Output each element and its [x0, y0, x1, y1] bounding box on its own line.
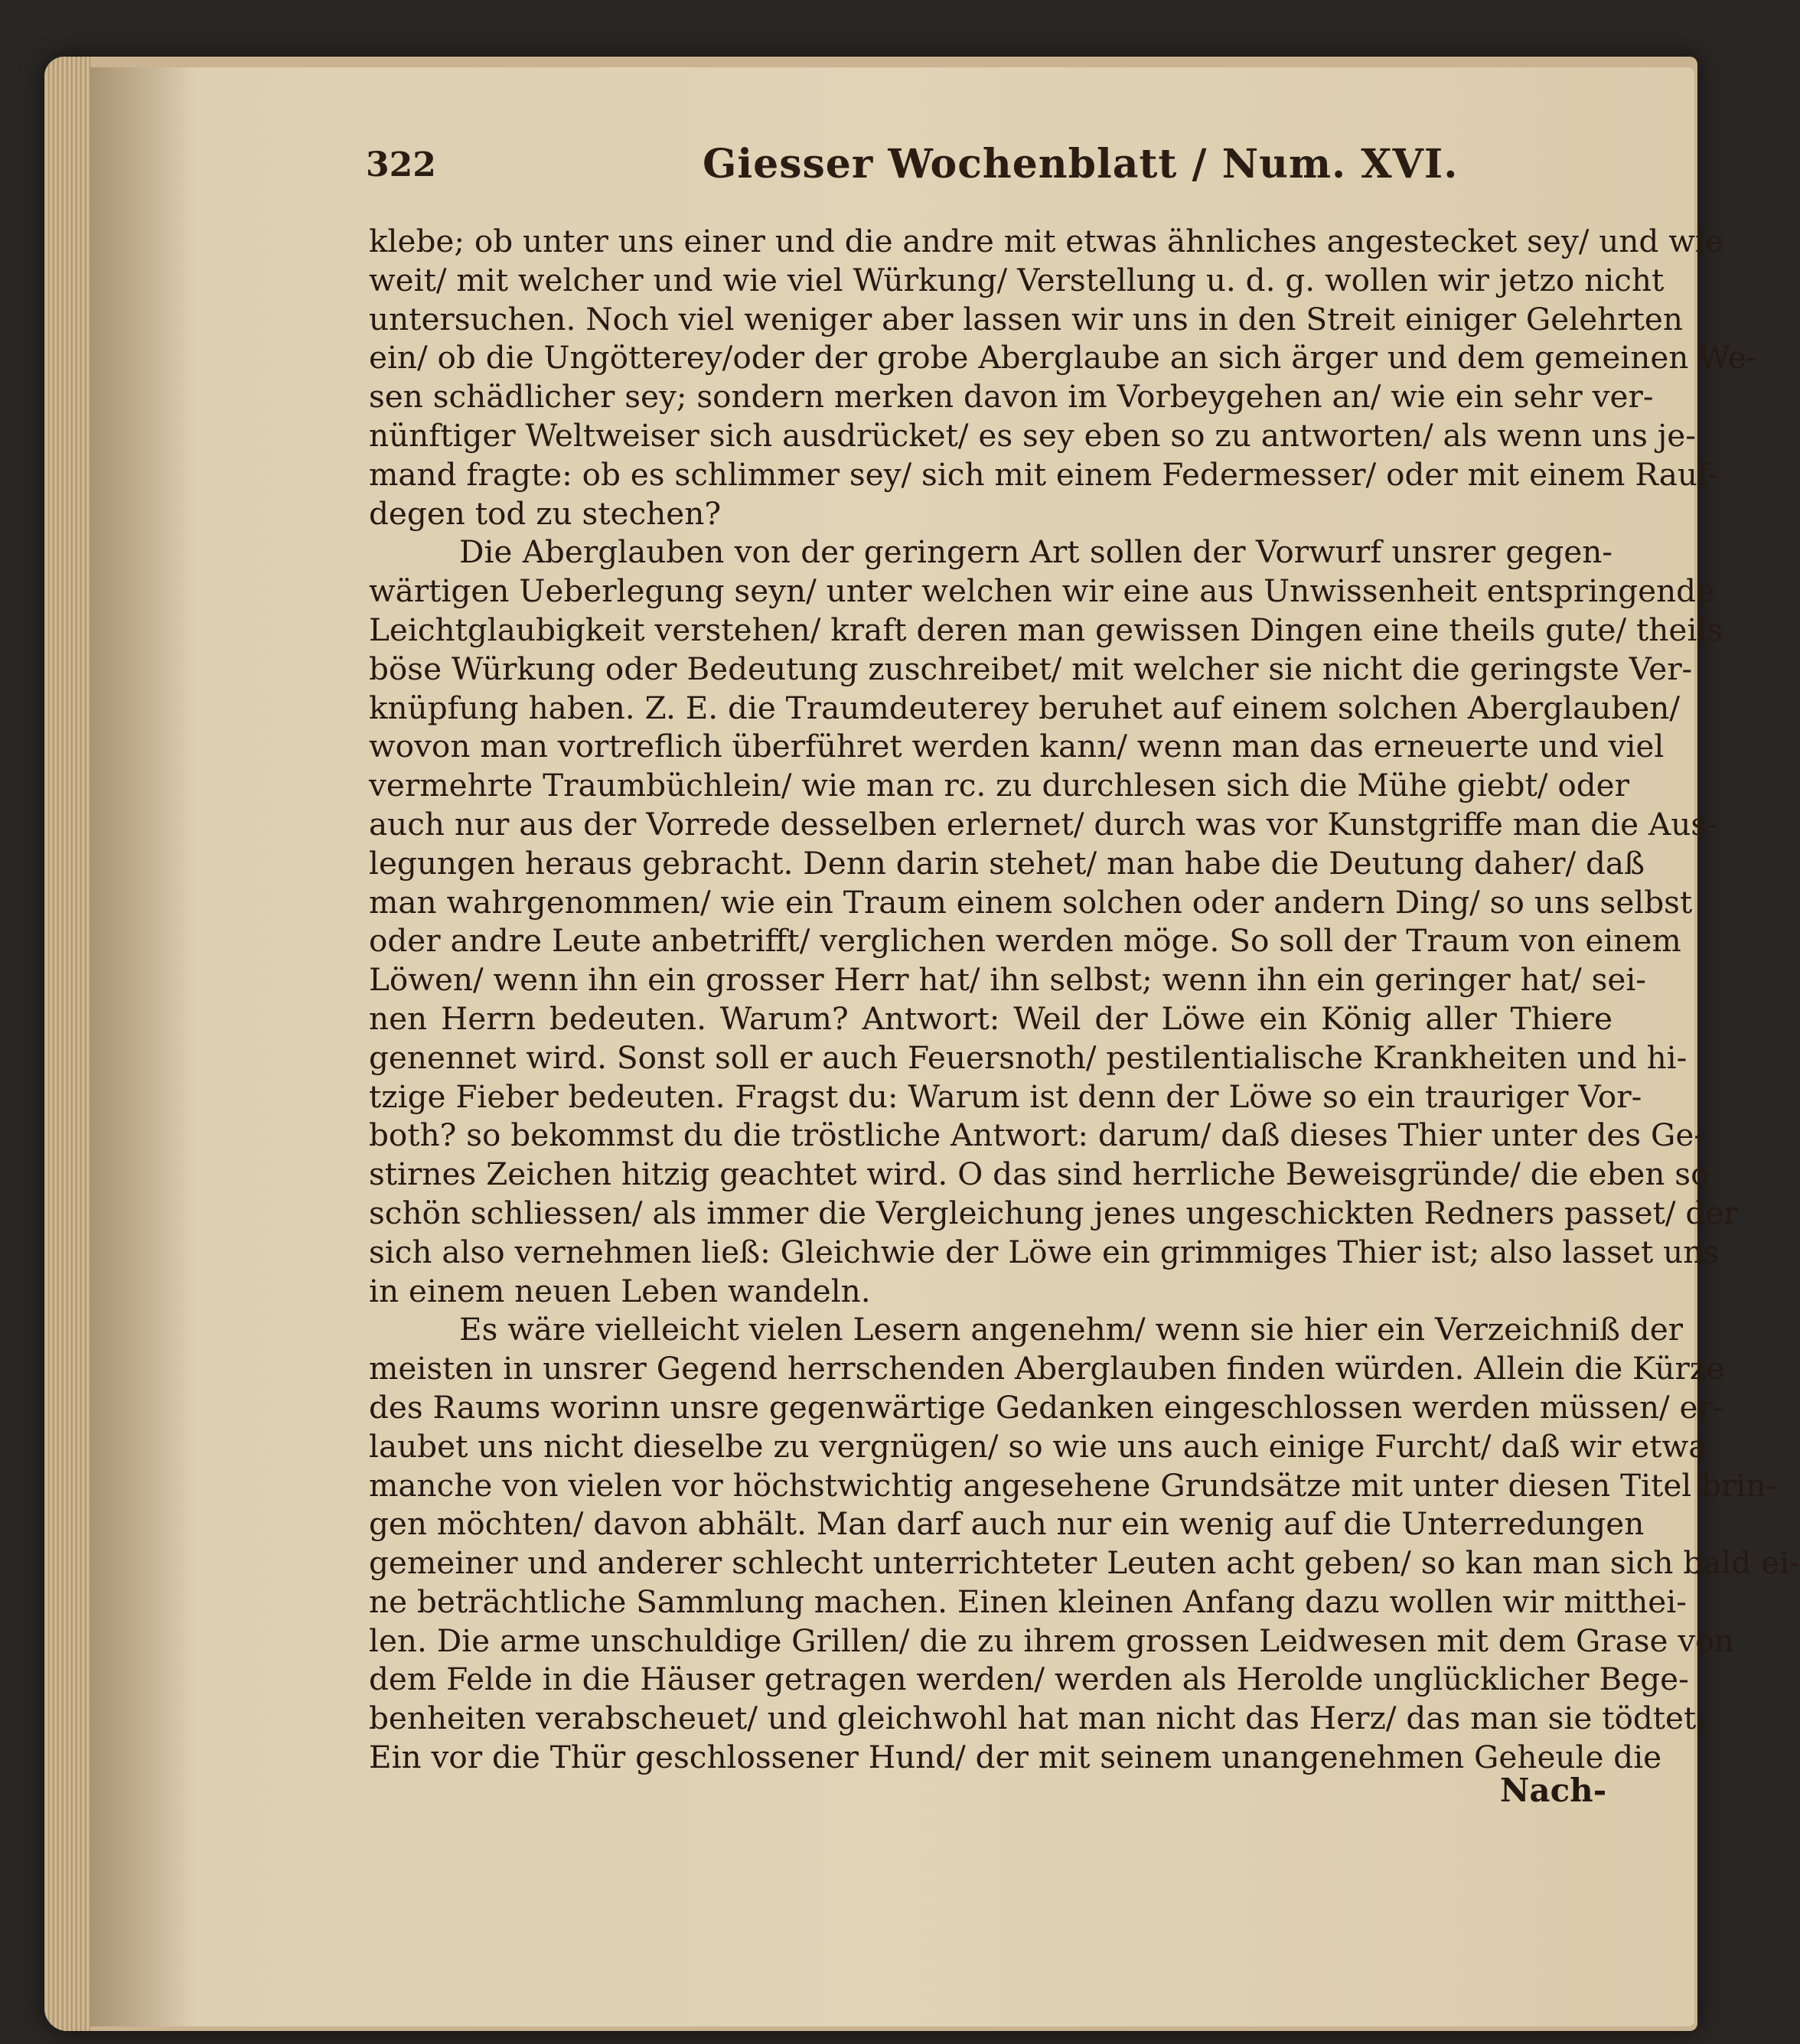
text-line: auch nur aus der Vorrede desselben erlernet/ durch was vor Kunstgriffe man die Aus- [369, 805, 1717, 843]
binding-shadow [90, 67, 197, 2026]
text-line: vermehrte Traumbüchlein/ wie man rc. zu durchlesen sich die Mühe giebt/ oder [369, 767, 1629, 804]
text-line: wärtigen Ueberlegung seyn/ unter welchen wir eine aus Unwissenheit entspringende [369, 572, 1715, 610]
text-line: len. Die arme unschuldige Grillen/ die zu ihrem grossen Leidwesen mit dem Grase von [369, 1622, 1734, 1659]
text-line: benheiten verabscheuet/ und gleichwohl hat man nicht das Herz/ das man sie tödtet. [369, 1700, 1707, 1737]
text-line: nen Herrn bedeuten. Warum? Antwort: Weil der Löwe ein König aller Thiere [369, 999, 1612, 1037]
text-line: sich also vernehmen ließ: Gleichwie der Löwe ein grimmiges Thier ist; also lasset uns [369, 1233, 1720, 1270]
text-line: degen tod zu stechen? [369, 494, 722, 532]
text-line: untersuchen. Noch viel weniger aber lassen wir uns in den Streit einiger Gelehrten [369, 300, 1683, 337]
paragraph-start-line: Es wäre vielleicht vielen Lesern angenehm/ wenn sie hier ein Verzeichniß der [459, 1311, 1684, 1348]
text-line: nünftiger Weltweiser sich ausdrücket/ es sey eben so zu antworten/ als wenn uns je- [369, 416, 1696, 454]
text-line: meisten in unsrer Gegend herrschenden Aberglauben finden würden. Allein die Kürze [369, 1350, 1725, 1387]
text-line: in einem neuen Leben wandeln. [369, 1272, 871, 1309]
text-line: sen schädlicher sey; sondern merken davon im Vorbeygehen an/ wie ein sehr ver- [369, 378, 1654, 416]
text-line: oder andre Leute anbetrifft/ verglichen werden möge. So soll der Traum von einem [369, 922, 1681, 960]
text-line: weit/ mit welcher und wie viel Würkung/ Verstellung u. d. g. wollen wir jetzo nicht [369, 261, 1665, 298]
text-line: ne beträchtliche Sammlung machen. Einen kleinen Anfang dazu wollen wir mitthei- [369, 1583, 1687, 1620]
text-line: laubet uns nicht dieselbe zu vergnügen/ so wie uns auch einige Furcht/ daß wir etwa [369, 1427, 1707, 1465]
text-line: ein/ ob die Ungötterey/oder der grobe Aberglaube an sich ärger und dem gemeinen We- [369, 339, 1757, 377]
text-line: Ein vor die Thür geschlossener Hund/ der mit seinem unangenehmen Geheule die [369, 1739, 1662, 1776]
body-text [369, 222, 1800, 1777]
text-line: stirnes Zeichen hitzig geachtet wird. O das sind herrliche Beweisgründe/ die eben so [369, 1156, 1710, 1193]
text-line: des Raums worinn unsre gegenwärtige Gedanken eingeschlossen werden müssen/ er- [369, 1388, 1723, 1426]
text-line: manche von vielen vor höchstwichtig angesehene Grundsätze mit unter diesen Titel brin- [369, 1466, 1777, 1504]
text-line: genennet wird. Sonst soll er auch Feuersnoth/ pestilentialische Krankheiten und hi- [369, 1038, 1688, 1076]
text-line: gemeiner und anderer schlecht unterrichteter Leuten acht geben/ so kan man sich bald ei- [369, 1544, 1800, 1582]
catchword: Nach- [1500, 1772, 1607, 1809]
page-edges [44, 57, 90, 2031]
paragraph-start-line: Die Aberglauben von der geringern Art sollen der Vorwurf unsrer gegen- [459, 533, 1612, 571]
page-header [366, 141, 1606, 199]
text-line: man wahrgenommen/ wie ein Traum einem solchen oder andern Ding/ so uns selbst [369, 883, 1693, 921]
text-line: knüpfung haben. Z. E. die Traumdeuterey beruhet auf einem solchen Aberglauben/ [369, 689, 1680, 726]
text-line: Leichtglaubigkeit verstehen/ kraft deren man gewissen Dingen eine theils gute/ theils [369, 611, 1723, 648]
text-line: tzige Fieber bedeuten. Fragst du: Warum ist denn der Löwe so ein trauriger Vor- [369, 1077, 1642, 1115]
text-line: legungen heraus gebracht. Denn darin stehet/ man habe die Deutung daher/ daß [369, 844, 1645, 882]
text-line: mand fragte: ob es schlimmer sey/ sich mit einem Federmesser/ oder mit einem Rauf- [369, 455, 1719, 493]
text-line: dem Felde in die Häuser getragen werden/ werden als Herolde unglücklicher Bege- [369, 1661, 1689, 1698]
text-line: böse Würkung oder Bedeutung zuschreibet/ mit welcher sie nicht die geringste Ver- [369, 650, 1693, 687]
text-line: wovon man vortreflich überführet werden kann/ wenn man das erneuerte und viel [369, 728, 1665, 765]
page-number: 322 [366, 145, 436, 184]
text-line: gen möchten/ davon abhält. Man darf auch nur ein wenig auf die Unterredungen [369, 1505, 1645, 1543]
text-line: both? so bekommst du die tröstliche Antwort: darum/ daß dieses Thier unter des Ge- [369, 1117, 1705, 1154]
text-line: klebe; ob unter uns einer und die andre mit etwas ähnliches angestecket sey/ und wie [369, 223, 1723, 259]
text-line: schön schliessen/ als immer die Vergleichung jenes ungeschickten Redners passet/ der [369, 1194, 1739, 1231]
text-line: Löwen/ wenn ihn ein grosser Herr hat/ ihn selbst; wenn ihn ein geringer hat/ sei- [369, 961, 1646, 999]
running-head: Giesser Wochenblatt / Num. XVI. [703, 141, 1459, 187]
